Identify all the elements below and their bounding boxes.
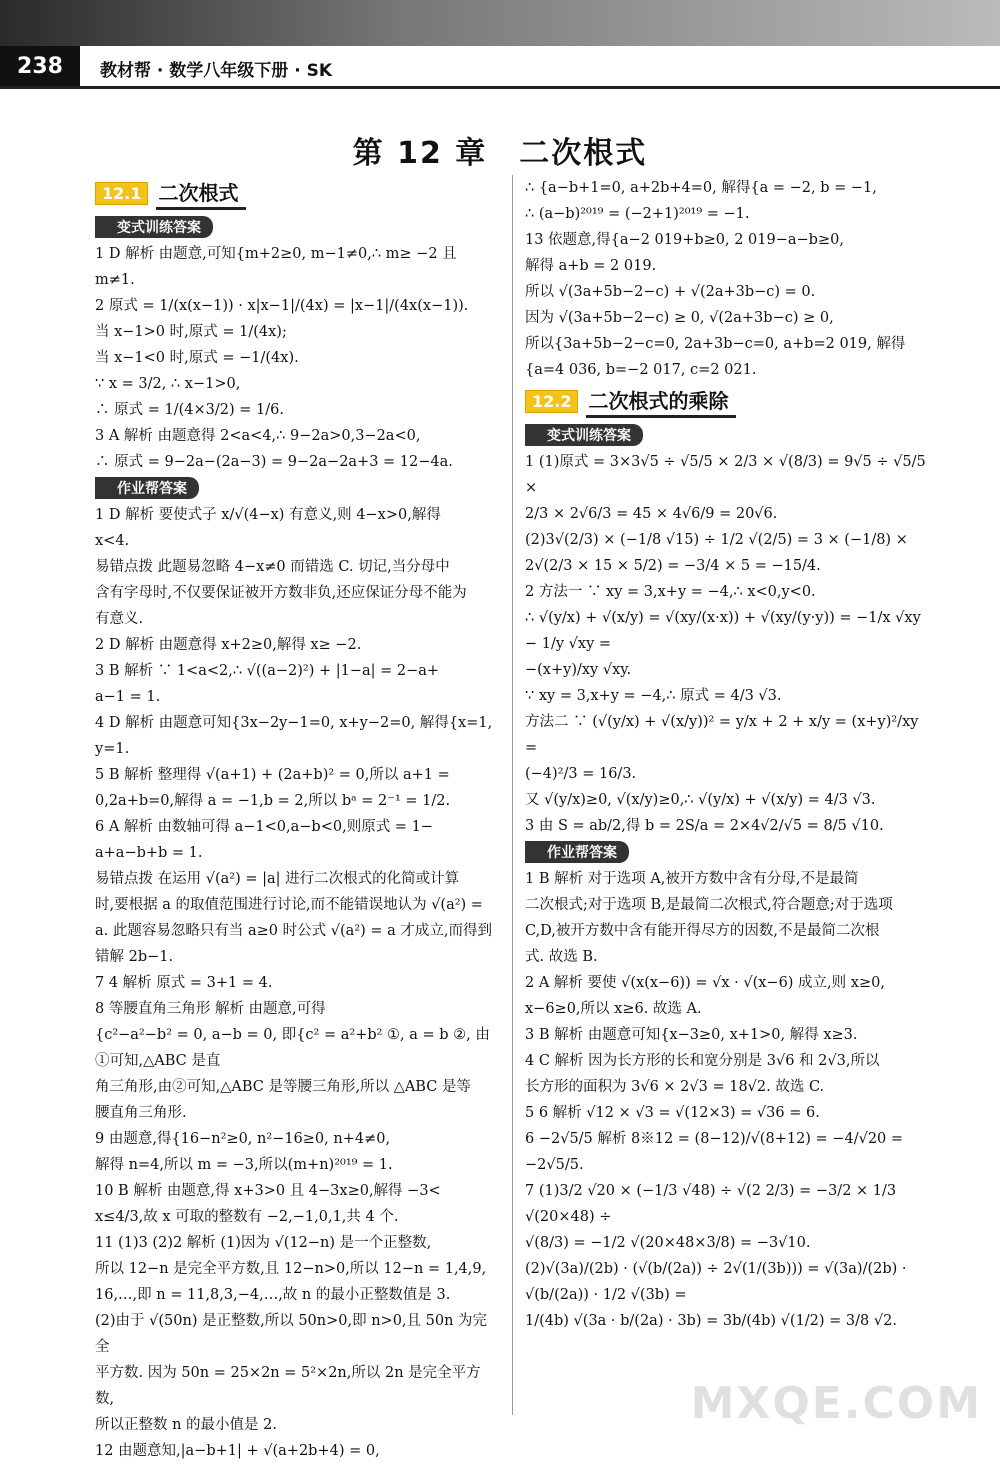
answer-line: 1 D 解析 要使式子 x/√(4−x) 有意义,则 4−x>0,解得 — [95, 507, 441, 523]
answer-line: 腰直角三角形. — [95, 1105, 187, 1121]
homework-list — [525, 866, 935, 1334]
top-banner — [0, 0, 1000, 46]
answer-line: 2 D 解析 由题意得 x+2≥0,解得 x≥ −2. — [95, 637, 362, 653]
answer-line: 1 B 解析 对于选项 A,被开方数中含有分母,不是最简 — [525, 871, 859, 887]
answer-line: 13 依题意,得{a−2 019+b≥0, 2 019−a−b≥0, — [525, 232, 844, 248]
answer-line: 3 B 解析 ∵ 1<a<2,∴ √((a−2)²) + |1−a| = 2−a+ — [95, 663, 440, 679]
answer-line: 所以 √(3a+5b−2−c) + √(2a+3b−c) = 0. — [525, 284, 816, 300]
answer-line: 当 x−1>0 时,原式 = 1/(4x); — [95, 324, 287, 340]
homework-badge: 作业帮答案 — [525, 841, 629, 863]
chapter-title: 第 12 章 二次根式 — [352, 136, 648, 171]
section-number: 12.1 — [95, 182, 148, 205]
answer-line: C,D,被开方数中含有能开得尽方的因数,不是最简二次根 — [525, 923, 880, 939]
answer-line: x<4. — [95, 533, 130, 549]
answer-line: (2)√(3a)/(2b) · (√(b/(2a)) ÷ 2√(1/(3b))) = √(3a)/(2b) · √(b/(2a)) · 1/2 √(3b) = — [525, 1261, 907, 1303]
answer-line: 0,2a+b=0,解得 a = −1,b = 2,所以 bᵃ = 2⁻¹ = 1/2. — [95, 793, 451, 809]
answer-line: {c²−a²−b² = 0, a−b = 0, 即{c² = a²+b² ①, a = b ②, 由①可知,△ABC 是直 — [95, 1027, 490, 1069]
answer-line: a+a−b+b = 1. — [95, 845, 203, 861]
answer-line: 2/3 × 2√6/3 = 45 × 4√6/9 = 20√6. — [525, 506, 778, 522]
answer-line: 8 等腰直角三角形 解析 由题意,可得 — [95, 1001, 326, 1017]
answer-line: 长方形的面积为 3√6 × 2√3 = 18√2. 故选 C. — [525, 1079, 825, 1095]
answer-line: 6 A 解析 由数轴可得 a−1<0,a−b<0,则原式 = 1− — [95, 819, 433, 835]
answer-line: (2)3√(2/3) × (−1/8 √15) ÷ 1/2 √(2/5) = 3 × (−1/8) × — [525, 532, 908, 548]
answer-line: 解得 a+b = 2 019. — [525, 258, 657, 274]
answers-badge: 变式训练答案 — [525, 424, 643, 446]
right-column — [525, 175, 935, 1334]
answer-line: 2 A 解析 要使 √(x(x−6)) = √x · √(x−6) 成立,则 x≥0, — [525, 975, 885, 991]
answer-line: ∴ {a−b+1=0, a+2b+4=0, 解得{a = −2, b = −1, — [525, 180, 877, 196]
answer-line: 9 由题意,得{16−n²≥0, n²−16≥0, n+4≠0, — [95, 1131, 391, 1147]
answer-line: −(x+y)/xy √xy. — [525, 662, 632, 678]
section-number: 12.2 — [525, 390, 578, 413]
answer-line: ∵ x = 3/2, ∴ x−1>0, — [95, 376, 241, 392]
section-title: 二次根式 — [156, 177, 246, 210]
answer-line: a. 此题容易忽略只有当 a≥0 时公式 √(a²) = a 才成立,而得到 — [95, 923, 492, 939]
answer-line: 2 方法一 ∵ xy = 3,x+y = −4,∴ x<0,y<0. — [525, 584, 816, 600]
answer-line: 2√(2/3 × 15 × 5/2) = −3/4 × 5 = −15/4. — [525, 558, 821, 574]
answer-line: 二次根式;对于选项 B,是最简二次根式,符合题意;对于选项 — [525, 897, 893, 913]
answer-line: 所以 12−n 是完全平方数,且 12−n>0,所以 12−n = 1,4,9, — [95, 1261, 487, 1277]
answer-line: 12 由题意知,|a−b+1| + √(a+2b+4) = 0, — [95, 1443, 380, 1459]
answer-line: a−1 = 1. — [95, 689, 161, 705]
answers-badge: 变式训练答案 — [95, 216, 213, 238]
page-number: 238 — [0, 46, 80, 86]
answer-line: 1/(4b) √(3a · b/(2a) · 3b) = 3b/(4b) √(1/2) = 3/8 √2. — [525, 1313, 897, 1329]
answer-line: 又 √(y/x)≥0, √(x/y)≥0,∴ √(y/x) + √(x/y) = 4/3 √3. — [525, 792, 876, 808]
answer-line: 式. 故选 B. — [525, 949, 598, 965]
answer-line: x−6≥0,所以 x≥6. 故选 A. — [525, 1001, 702, 1017]
answer-line: 1 (1)原式 = 3×3√5 ÷ √5/5 × 2/3 × √(8/3) = 9√5 ÷ √5/5 × — [525, 454, 926, 496]
homework-list — [95, 502, 495, 1464]
answer-line: (−4)²/3 = 16/3. — [525, 766, 637, 782]
answer-line: 解得 n=4,所以 m = −3,所以(m+n)²⁰¹⁹ = 1. — [95, 1157, 393, 1173]
answer-line: 1 D 解析 由题意,可知{m+2≥0, m−1≠0,∴ m≥ −2 且 m≠1. — [95, 246, 457, 288]
answer-line: 平方数. 因为 50n = 25×2n = 5²×2n,所以 2n 是完全平方数, — [95, 1365, 481, 1407]
answer-line: 错解 2b−1. — [95, 949, 174, 965]
section-12-1 — [95, 177, 495, 210]
answer-line: ∴ 原式 = 1/(4×3/2) = 1/6. — [95, 402, 284, 418]
answer-line: 7 (1)3/2 √20 × (−1/3 √48) ÷ √(2 2/3) = −3/2 × 1/3 √(20×48) ÷ — [525, 1183, 897, 1225]
answer-line: 7 4 解析 原式 = 3+1 = 4. — [95, 975, 273, 991]
answer-line: 3 A 解析 由题意得 2<a<4,∴ 9−2a>0,3−2a<0, — [95, 428, 421, 444]
answer-line: 时,要根据 a 的取值范围进行讨论,而不能错误地认为 √(a²) = — [95, 897, 483, 913]
answer-line: 因为 √(3a+5b−2−c) ≥ 0, √(2a+3b−c) ≥ 0, — [525, 310, 834, 326]
answer-line: (2)由于 √(50n) 是正整数,所以 50n>0,即 n>0,且 50n 为完全 — [95, 1313, 488, 1355]
answer-line: 4 C 解析 因为长方形的长和宽分别是 3√6 和 2√3,所以 — [525, 1053, 880, 1069]
left-column — [95, 175, 495, 1464]
answer-line: 所以正整数 n 的最小值是 2. — [95, 1417, 277, 1433]
answer-line: 10 B 解析 由题意,得 x+3>0 且 4−3x≥0,解得 −3< — [95, 1183, 441, 1199]
column-divider — [512, 175, 513, 1415]
answer-line: 3 由 S = ab/2,得 b = 2S/a = 2×4√2/√5 = 8/5 √10. — [525, 818, 884, 834]
book-title: 教材帮 · 数学八年级下册 · SK — [100, 61, 333, 81]
answer-line: 易错点拨 在运用 √(a²) = |a| 进行二次根式的化简或计算 — [95, 871, 460, 887]
answer-line: 4 D 解析 由题意可知{3x−2y−1=0, x+y−2=0, 解得{x=1, y=1. — [95, 715, 493, 757]
answer-line: 3 B 解析 由题意可知{x−3≥0, x+1>0, 解得 x≥3. — [525, 1027, 858, 1043]
answer-line: 当 x−1<0 时,原式 = −1/(4x). — [95, 350, 299, 366]
section-12-2 — [525, 385, 935, 418]
answer-line: 5 6 解析 √12 × √3 = √(12×3) = √36 = 6. — [525, 1105, 820, 1121]
answer-line: ∴ √(y/x) + √(x/y) = √(xy/(x·x)) + √(xy/(y·y)) = −1/x √xy − 1/y √xy = — [525, 610, 921, 652]
answers-list — [525, 449, 935, 839]
answer-line: 角三角形,由②可知,△ABC 是等腰三角形,所以 △ABC 是等 — [95, 1079, 471, 1095]
watermark: MXQE.COM — [690, 1378, 982, 1429]
answer-line: ∴ 原式 = 9−2a−(2a−3) = 9−2a−2a+3 = 12−4a. — [95, 454, 453, 470]
answer-line: 11 (1)3 (2)2 解析 (1)因为 √(12−n) 是一个正整数, — [95, 1235, 432, 1251]
answer-line: 易错点拨 此题易忽略 4−x≠0 而错选 C. 切记,当分母中 — [95, 559, 450, 575]
answers-list — [95, 241, 495, 475]
answer-line: 5 B 解析 整理得 √(a+1) + (2a+b)² = 0,所以 a+1 = — [95, 767, 450, 783]
answer-line: 所以{3a+5b−2−c=0, 2a+3b−c=0, a+b=2 019, 解得{a=4 036, b=−2 017, c=2 021. — [525, 336, 906, 378]
answer-line: ∵ xy = 3,x+y = −4,∴ 原式 = 4/3 √3. — [525, 688, 782, 704]
answer-line: 有意义. — [95, 611, 144, 627]
homework-badge: 作业帮答案 — [95, 477, 199, 499]
section-title: 二次根式的乘除 — [586, 385, 736, 418]
answer-line: ∴ (a−b)²⁰¹⁹ = (−2+1)²⁰¹⁹ = −1. — [525, 206, 750, 222]
answer-line: 16,…,即 n = 11,8,3,−4,…,故 n 的最小正整数值是 3. — [95, 1287, 451, 1303]
answer-line: 2 原式 = 1/(x(x−1)) · x|x−1|/(4x) = |x−1|/(4x(x−1)). — [95, 298, 469, 314]
answers-continued-list — [525, 175, 935, 383]
answer-line: x≤4/3,故 x 可取的整数有 −2,−1,0,1,共 4 个. — [95, 1209, 399, 1225]
answer-line: √(8/3) = −1/2 √(20×48×3/8) = −3√10. — [525, 1235, 811, 1251]
answer-line: 6 −2√5/5 解析 8※12 = (8−12)/√(8+12) = −4/√20 = −2√5/5. — [525, 1131, 904, 1173]
answer-line: 方法二 ∵ (√(y/x) + √(x/y))² = y/x + 2 + x/y = (x+y)²/xy = — [525, 714, 919, 756]
answer-line: 含有字母时,不仅要保证被开方数非负,还应保证分母不能为 — [95, 585, 467, 601]
